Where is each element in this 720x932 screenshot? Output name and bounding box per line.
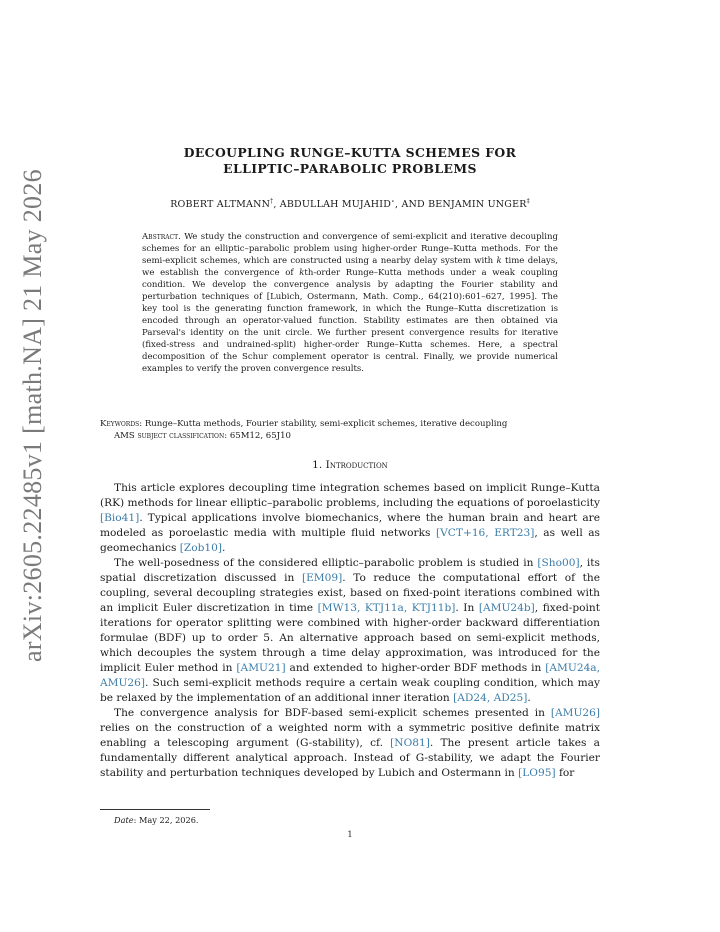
paragraph-text: This article explores decoupling time integration schemes based on implicit Runge–Kutta (RK) methods for linear elliptic–parabolic problems, including the equations of poroelasticity [100,482,600,509]
keywords-text: Runge–Kutta methods, Fourier stability, semi-explicit schemes, iterative decoupling [142,419,508,429]
title-line-1: DECOUPLING RUNGE–KUTTA SCHEMES FOR [183,145,517,160]
citation-link[interactable]: [LO95] [518,767,556,779]
title-line-2: ELLIPTIC–PARABOLIC PROBLEMS [223,161,477,176]
abstract-text: We study the construction and convergence of semi-explicit and iterative decoupling schemes for an elliptic–parabolic problem using higher-order Runge–Kutta methods. For the semi-explicit schemes, which are constructed using a nearby delay system with [142,232,558,266]
keywords-label: Keywords: [100,419,143,429]
citation-link[interactable]: [NO81] [390,737,430,749]
keywords-block [100,418,600,442]
abstract-math: k [496,256,502,266]
abstract-text: th-order Runge–Kutta methods under a weak coupling condition. We develop the convergence analysis by adapting the Fourier stability and perturbation techniques of [Lubich, Ostermann, Math. Comp., 64(210):601–627, 1995]. The key tool is the generating function framework, in which the Runge–Kutta discretization is encoded through an operator-valued function. Stability estimates are then obtained via Parseval's identity on the unit circle. We further present convergence results for iterative (fixed-stress and undrained-split) higher-order Runge–Kutta schemes. Here, a spectral decomposition of the Schur complement operator is central. Finally, we provide numerical examples to verify the proven convergence results. [142,268,558,374]
page-number: 1 [347,829,353,839]
abstract-math: k [299,268,305,278]
paragraph-text: and extended to higher-order BDF methods in [285,662,546,674]
abstract [142,231,558,375]
citation-link[interactable]: [AMU24b] [478,602,535,614]
citation-link[interactable]: [AMU24a, AMU26] [100,662,600,689]
abstract-text: time delays, we establish the convergence of [142,256,558,278]
section-title: Introduction [325,459,388,471]
paragraph-text: . Such semi-explicit methods require a certain weak coupling condition, which may be relaxed by the implementation of an additional inner iteration [100,677,600,704]
citation-link[interactable]: [AD24, AD25] [453,692,528,704]
date-footnote [114,815,199,825]
ams-label: AMS subject classification: [114,431,228,441]
footnote-label: Date [114,815,134,825]
citation-link[interactable]: [Zob10] [179,542,223,554]
paragraph-text: . [527,692,531,704]
paragraph-3 [100,706,600,781]
citation-link[interactable]: [Bio41] [100,512,140,524]
citation-link[interactable]: [AMU21] [236,662,286,674]
paragraph-text: . Typical applications involve biomechanics, where the human brain and heart are modeled as poroelastic media with multiple fluid networks [100,512,600,539]
section-heading [100,459,600,471]
citation-link[interactable]: [MW13, KTJ11a, KTJ11b] [317,602,456,614]
author-1: ROBERT ALTMANN [170,199,271,211]
author-separator: , AND [395,199,429,211]
paragraph-text: relies on the construction of a weighted norm with a symmetric positive definite matrix enabling a telescoping argument (G-stability), cf. [100,722,600,749]
citation-link[interactable]: [EM09] [301,572,343,584]
paragraph-text: , its spatial discretization discussed in [100,557,600,584]
author-2-mark: ⋆ [391,198,396,205]
paragraph-text: . In [455,602,479,614]
ams-text: 65M12, 65J10 [227,431,291,441]
citation-link[interactable]: [Sho00] [537,557,580,569]
citation-link[interactable]: [AMU26] [550,707,600,719]
abstract-label: Abstract. [142,232,181,242]
footnote-divider [100,809,210,810]
paragraph-text: , fixed-point iterations for operator splitting were combined with higher-order backward differentiation formulae (BDF) up to order 5. An alternative approach based on semi-explicit methods, which decouples the system through a time delay approximation, was introduced for the implicit Euler method in [100,602,600,674]
body-text [100,481,600,781]
paragraph-2 [100,556,600,706]
paragraph-text: . To reduce the computational effort of the coupling, several decoupling strategies exist, based on fixed-point iterations combined with an implicit Euler discretization in time [100,572,600,614]
paragraph-text: . [222,542,226,554]
paper-title [100,145,600,177]
paragraph-text: The convergence analysis for BDF-based semi-explicit schemes presented in [114,707,551,719]
author-3-mark: ‡ [526,198,530,205]
arxiv-identifier: arXiv:2605.22485v1 [math.NA] 21 May 2026 [18,169,47,662]
paragraph-1 [100,481,600,556]
author-separator: , [273,199,280,211]
paragraph-text: The well-posedness of the considered elliptic–parabolic problem is studied in [114,557,538,569]
paragraph-text: , as well as geomechanics [100,527,600,554]
author-3: BENJAMIN UNGER [428,199,527,211]
paragraph-text: . The present article takes a fundamentally different analytical approach. Instead of G-stability, we adapt the Fourier stability and perturbation techniques developed by Lubich and Ostermann in [100,737,600,779]
section-number: 1. [312,459,326,471]
author-list [100,198,600,210]
footnote-text: : May 22, 2026. [133,815,199,825]
paragraph-text: for [555,767,575,779]
author-2: ABDULLAH MUJAHID [279,199,392,211]
author-1-mark: † [270,198,274,205]
citation-link[interactable]: [VCT+16, ERT23] [435,527,535,539]
